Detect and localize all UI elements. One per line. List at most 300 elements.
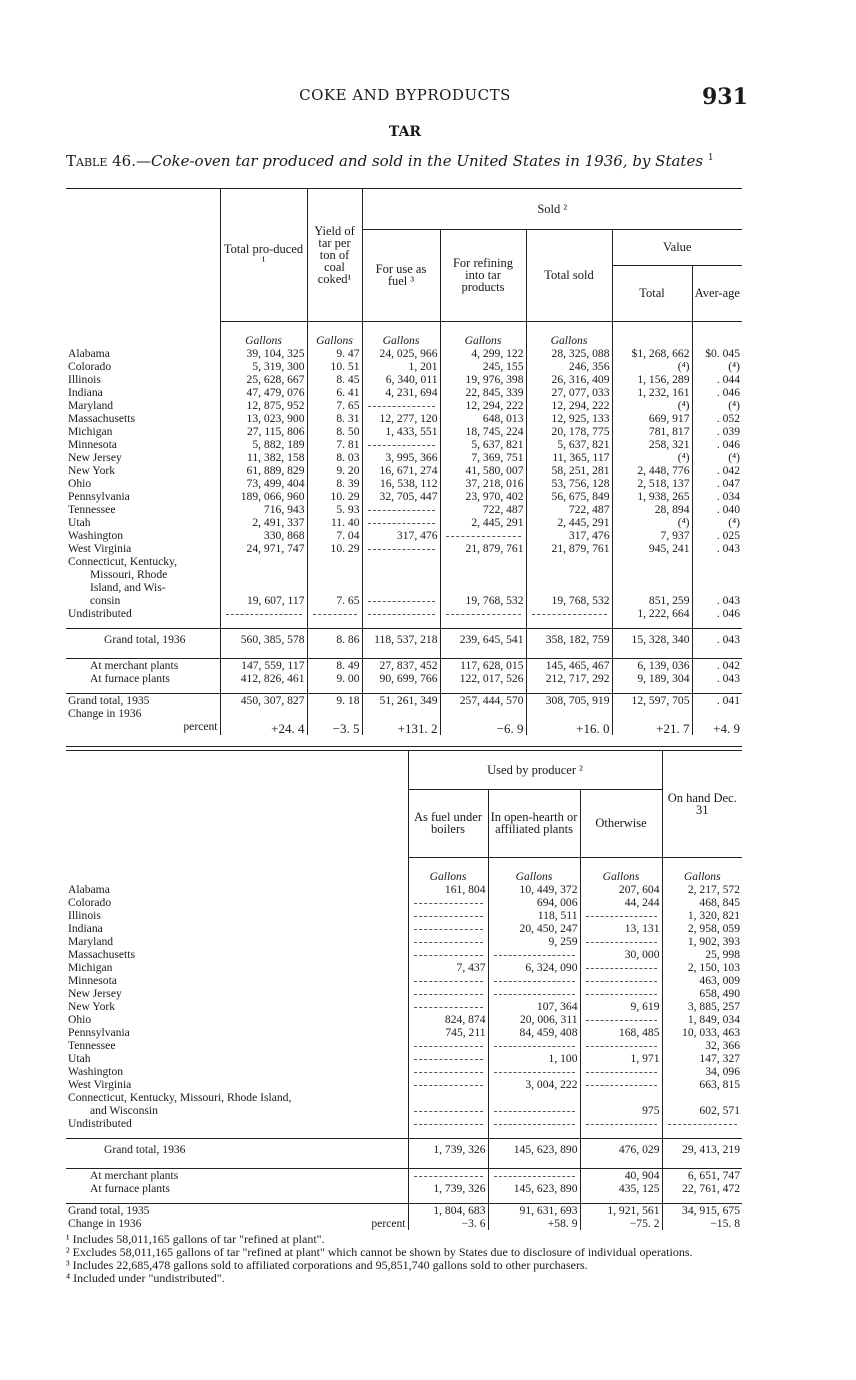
data-cell — [580, 1065, 662, 1078]
data-cell: 5, 637, 821 — [440, 438, 526, 451]
data-cell: 21, 879, 761 — [526, 542, 612, 555]
state-row — [66, 922, 742, 935]
col-group-value: Value — [612, 229, 742, 265]
unit-label: Gallons — [580, 857, 662, 883]
data-cell: +131. 2 — [362, 720, 440, 735]
row-label: Grand total, 1936 — [66, 1138, 408, 1160]
data-cell: 90, 699, 766 — [362, 672, 440, 685]
empty-cell-leader — [414, 1065, 483, 1073]
data-cell: 122, 017, 526 — [440, 672, 526, 685]
state-row — [66, 516, 742, 529]
state-row — [66, 1000, 742, 1013]
table-tar-used-on-hand — [66, 751, 742, 1230]
table-tar-produced-sold — [66, 189, 742, 735]
row-label: Massachusetts — [68, 947, 135, 961]
data-cell: 1, 938, 265 — [612, 490, 692, 503]
data-cell: 147, 327 — [662, 1052, 742, 1065]
data-cell: 8. 50 — [307, 425, 362, 438]
empty-cell-leader — [368, 542, 435, 550]
empty-cell-leader — [586, 1065, 657, 1073]
data-cell — [488, 1104, 580, 1117]
data-cell: 51, 261, 349 — [362, 693, 440, 707]
data-cell: 56, 675, 849 — [526, 490, 612, 503]
col-on-hand: On hand Dec. 31 — [662, 751, 742, 857]
empty-cell-leader — [494, 1065, 575, 1073]
data-cell: . 040 — [692, 503, 742, 516]
row-label: Ohio — [68, 476, 92, 490]
data-cell: 1, 921, 561 — [580, 1203, 662, 1217]
empty-cell-leader — [414, 1000, 483, 1008]
data-cell: . 043 — [692, 542, 742, 555]
data-cell: 25, 628, 667 — [220, 373, 307, 386]
row-label: Pennsylvania — [68, 1025, 130, 1039]
empty-cell-leader — [586, 935, 657, 943]
data-cell: 1, 739, 326 — [408, 1138, 488, 1160]
data-cell: 3, 885, 257 — [662, 1000, 742, 1013]
data-cell: 12, 597, 705 — [612, 693, 692, 707]
empty-cell-leader — [368, 516, 435, 524]
unit-label: Gallons — [440, 321, 526, 347]
col-value-average: Aver-age — [692, 265, 742, 321]
data-cell: 669, 917 — [612, 412, 692, 425]
empty-cell-leader — [586, 909, 657, 917]
merchant-row — [66, 658, 742, 672]
data-cell: 34, 915, 675 — [662, 1203, 742, 1217]
caption-note-ref: 1 — [707, 153, 714, 163]
empty-cell-leader — [494, 1104, 575, 1112]
change-unit: percent — [371, 1216, 406, 1230]
data-cell: 10. 51 — [307, 360, 362, 373]
grand_total_1935-row — [66, 1203, 742, 1217]
row-label: New Jersey — [68, 450, 122, 464]
data-cell — [580, 935, 662, 948]
data-cell: −15. 8 — [662, 1217, 742, 1230]
row-label: percent — [183, 719, 218, 733]
data-cell: +4. 9 — [692, 720, 742, 735]
row-label: Grand total, 1935 — [66, 693, 220, 707]
row-label: Indiana — [68, 385, 103, 399]
row-label: At furnace plants — [90, 671, 170, 685]
row-label: West Virginia — [68, 1077, 132, 1091]
col-total-produced: Total pro-duced ¹ — [220, 189, 307, 321]
data-cell: 10, 449, 372 — [488, 883, 580, 896]
data-cell: 975 — [580, 1104, 662, 1117]
data-cell: 3, 995, 366 — [362, 451, 440, 464]
data-cell: 257, 444, 570 — [440, 693, 526, 707]
col-value-total: Total — [612, 265, 692, 321]
data-cell: 1, 902, 393 — [662, 935, 742, 948]
data-cell: . 042 — [692, 658, 742, 672]
state-row — [66, 464, 742, 477]
data-cell: 1, 433, 551 — [362, 425, 440, 438]
data-cell — [408, 1104, 488, 1117]
state-row — [66, 948, 742, 961]
data-cell: 12, 294, 222 — [440, 399, 526, 412]
data-cell: 13, 131 — [580, 922, 662, 935]
empty-cell-leader — [446, 529, 521, 537]
data-cell: . 043 — [692, 594, 742, 607]
data-cell: 1, 222, 664 — [612, 607, 692, 620]
data-cell: 32, 366 — [662, 1039, 742, 1052]
row-label: Grand total, 1935 — [66, 1203, 408, 1217]
data-cell: 84, 459, 408 — [488, 1026, 580, 1039]
unit-label: Gallons — [662, 857, 742, 883]
grand_total_1935-row — [66, 693, 742, 707]
state-row — [66, 883, 742, 896]
data-cell: 468, 845 — [662, 896, 742, 909]
data-cell: (⁴) — [692, 516, 742, 529]
row-label: Washington — [68, 1064, 124, 1078]
data-cell: 9. 20 — [307, 464, 362, 477]
data-cell: 118, 511 — [488, 909, 580, 922]
col-open-hearth: In open-hearth or affiliated plants — [488, 789, 580, 857]
empty-cell-leader — [414, 935, 483, 943]
empty-cell-leader — [586, 987, 657, 995]
data-cell: (⁴) — [612, 399, 692, 412]
data-cell: 1, 320, 821 — [662, 909, 742, 922]
data-cell: 8. 49 — [307, 658, 362, 672]
row-label: At merchant plants — [66, 1168, 408, 1182]
footnote-1: ¹ Includes 58,011,165 gallons of tar "refined at plant". — [66, 1232, 325, 1246]
data-cell: . 046 — [692, 607, 742, 620]
empty-cell-leader — [586, 961, 657, 969]
data-cell: 12, 875, 952 — [220, 399, 307, 412]
spacer-row — [66, 620, 742, 629]
empty-cell-leader — [368, 607, 435, 615]
data-cell: 41, 580, 007 — [440, 464, 526, 477]
data-cell: 1, 739, 326 — [408, 1182, 488, 1195]
state-row — [66, 1052, 742, 1065]
data-cell: 27, 115, 806 — [220, 425, 307, 438]
data-cell: 4, 231, 694 — [362, 386, 440, 399]
data-cell: 7, 437 — [408, 961, 488, 974]
data-cell: 1, 849, 034 — [662, 1013, 742, 1026]
data-cell: 7. 65 — [307, 594, 362, 607]
furnace-row — [66, 672, 742, 685]
data-cell — [408, 974, 488, 987]
other-states-row — [66, 581, 742, 594]
row-label: At merchant plants — [66, 658, 220, 672]
row-label: New Jersey — [68, 986, 122, 1000]
state-row — [66, 542, 742, 555]
data-cell — [408, 987, 488, 1000]
data-cell: 450, 307, 827 — [220, 693, 307, 707]
data-cell: −6. 9 — [440, 720, 526, 735]
state-row — [66, 490, 742, 503]
data-cell: 239, 645, 541 — [440, 628, 526, 650]
table-title: Coke-oven tar produced and sold in the United States in 1936, by States — [151, 152, 704, 170]
data-cell: 8. 03 — [307, 451, 362, 464]
change-row — [66, 720, 742, 735]
data-cell — [488, 1039, 580, 1052]
state-row — [66, 909, 742, 922]
data-cell: 5, 882, 189 — [220, 438, 307, 451]
footnote-4: ⁴ Included under "undistributed". — [66, 1271, 225, 1285]
spacer-row — [66, 1160, 742, 1169]
data-cell: . 039 — [692, 425, 742, 438]
data-cell — [408, 896, 488, 909]
state-row — [66, 935, 742, 948]
spacer-row — [66, 1130, 742, 1139]
col-yield: Yield of tar per ton of coal coked¹ — [307, 189, 362, 321]
data-cell: 824, 874 — [408, 1013, 488, 1026]
data-cell: 435, 125 — [580, 1182, 662, 1195]
col-otherwise: Otherwise — [580, 789, 662, 857]
data-cell: 28, 894 — [612, 503, 692, 516]
data-cell — [580, 961, 662, 974]
data-cell: 4, 299, 122 — [440, 347, 526, 360]
data-cell — [362, 438, 440, 451]
data-cell: 2, 217, 572 — [662, 883, 742, 896]
state-row — [66, 896, 742, 909]
other-states-row — [66, 555, 742, 568]
data-cell: 37, 218, 016 — [440, 477, 526, 490]
empty-cell-leader — [586, 1078, 657, 1086]
data-cell: 20, 006, 311 — [488, 1013, 580, 1026]
data-cell: 34, 096 — [662, 1065, 742, 1078]
data-cell: 8. 39 — [307, 477, 362, 490]
empty-cell-leader — [494, 1169, 575, 1177]
other-states-row — [66, 1104, 742, 1117]
empty-cell-leader — [586, 1117, 657, 1125]
data-cell: 1, 971 — [580, 1052, 662, 1065]
data-cell: 2, 491, 337 — [220, 516, 307, 529]
row-label: Maryland — [68, 934, 114, 948]
empty-cell-leader — [414, 1104, 483, 1112]
merchant-row — [66, 1168, 742, 1182]
row-label: Indiana — [68, 921, 103, 935]
data-cell: 16, 538, 112 — [362, 477, 440, 490]
data-cell: 10. 29 — [307, 490, 362, 503]
running-title: COKE AND BYPRODUCTS — [299, 86, 511, 104]
data-cell: 330, 868 — [220, 529, 307, 542]
data-cell: 24, 025, 966 — [362, 347, 440, 360]
data-cell — [580, 909, 662, 922]
data-cell: 11. 40 — [307, 516, 362, 529]
data-cell — [580, 1078, 662, 1091]
empty-cell-leader — [368, 594, 435, 602]
data-cell: 2, 958, 059 — [662, 922, 742, 935]
data-cell: 61, 889, 829 — [220, 464, 307, 477]
unit-label: Gallons — [526, 321, 612, 347]
data-cell: 11, 382, 158 — [220, 451, 307, 464]
state-row — [66, 386, 742, 399]
empty-cell-leader — [586, 974, 657, 982]
data-cell: (⁴) — [612, 360, 692, 373]
empty-cell-leader — [414, 1039, 483, 1047]
data-cell: 212, 717, 292 — [526, 672, 612, 685]
unit-label: Gallons — [408, 857, 488, 883]
data-cell: 11, 365, 117 — [526, 451, 612, 464]
data-cell: 20, 178, 775 — [526, 425, 612, 438]
spacer-row — [66, 650, 742, 659]
data-cell: . 046 — [692, 386, 742, 399]
data-cell: 145, 623, 890 — [488, 1182, 580, 1195]
table-caption: Table 46.—Coke-oven tar produced and sold in the United States in 1936, by States $^1$ — [66, 152, 714, 170]
data-cell — [488, 987, 580, 1000]
change-label: Change in 1936 — [68, 1216, 142, 1230]
state-row — [66, 1078, 742, 1091]
data-cell: 27, 077, 033 — [526, 386, 612, 399]
data-cell: 722, 487 — [440, 503, 526, 516]
data-cell: 2, 445, 291 — [526, 516, 612, 529]
other-states-row — [66, 594, 742, 607]
data-cell: 602, 571 — [662, 1104, 742, 1117]
state-row — [66, 399, 742, 412]
state-row — [66, 974, 742, 987]
data-cell: 189, 066, 960 — [220, 490, 307, 503]
data-cell — [362, 542, 440, 555]
data-cell: 19, 768, 532 — [526, 594, 612, 607]
data-cell: 18, 745, 224 — [440, 425, 526, 438]
data-cell — [580, 987, 662, 1000]
data-cell — [408, 909, 488, 922]
data-cell: 851, 259 — [612, 594, 692, 607]
state-row — [66, 961, 742, 974]
empty-cell-leader — [414, 1117, 483, 1125]
data-cell: 207, 604 — [580, 883, 662, 896]
data-cell: 21, 879, 761 — [440, 542, 526, 555]
row-label — [66, 1217, 408, 1230]
data-cell — [580, 1013, 662, 1026]
state-row — [66, 451, 742, 464]
state-row — [66, 438, 742, 451]
row-label: Ohio — [68, 1012, 92, 1026]
data-cell — [362, 399, 440, 412]
data-cell: 6, 324, 090 — [488, 961, 580, 974]
empty-cell-leader — [414, 909, 483, 917]
row-label: and Wisconsin — [90, 1103, 158, 1117]
col-for-refining: For refining into tar products — [440, 229, 526, 321]
state-row — [66, 347, 742, 360]
other-states-row — [66, 568, 742, 581]
empty-cell-leader — [414, 1052, 483, 1060]
data-cell: 117, 628, 015 — [440, 658, 526, 672]
data-cell: 1, 804, 683 — [408, 1203, 488, 1217]
data-cell — [408, 1078, 488, 1091]
data-cell: 9, 619 — [580, 1000, 662, 1013]
data-cell: 24, 971, 747 — [220, 542, 307, 555]
row-label: New York — [68, 999, 116, 1013]
data-cell: +58. 9 — [488, 1217, 580, 1230]
data-cell: 6. 41 — [307, 386, 362, 399]
data-cell: 12, 277, 120 — [362, 412, 440, 425]
data-cell: 258, 321 — [612, 438, 692, 451]
data-cell — [362, 516, 440, 529]
data-cell: 13, 023, 900 — [220, 412, 307, 425]
row-label: Illinois — [68, 908, 101, 922]
data-cell: 9. 00 — [307, 672, 362, 685]
data-cell — [488, 974, 580, 987]
row-label: Utah — [68, 515, 91, 529]
data-cell: 12, 294, 222 — [526, 399, 612, 412]
col-group-used-by-producer: Used by producer ² — [408, 751, 662, 789]
data-cell: . 042 — [692, 464, 742, 477]
data-cell — [526, 607, 612, 620]
data-cell: 658, 490 — [662, 987, 742, 1000]
data-cell: 19, 607, 117 — [220, 594, 307, 607]
data-cell: 147, 559, 117 — [220, 658, 307, 672]
unit-label: Gallons — [488, 857, 580, 883]
data-cell — [440, 607, 526, 620]
state-row — [66, 503, 742, 516]
state-row — [66, 1039, 742, 1052]
data-cell — [580, 1117, 662, 1130]
spacer-row — [66, 685, 742, 694]
data-cell: 463, 009 — [662, 974, 742, 987]
data-cell: +21. 7 — [612, 720, 692, 735]
data-cell: 6, 139, 036 — [612, 658, 692, 672]
data-cell: 91, 631, 693 — [488, 1203, 580, 1217]
data-cell: 15, 328, 340 — [612, 628, 692, 650]
data-cell: 2, 448, 776 — [612, 464, 692, 477]
col-total-sold: Total sold — [526, 229, 612, 321]
state-row — [66, 529, 742, 542]
data-cell: . 047 — [692, 477, 742, 490]
data-cell — [408, 1000, 488, 1013]
empty-cell-leader — [494, 948, 575, 956]
data-cell: +24. 4 — [220, 720, 307, 735]
data-cell: 8. 31 — [307, 412, 362, 425]
grand_total_1936-row — [66, 1138, 742, 1160]
row-label: Colorado — [68, 359, 112, 373]
row-label: Connecticut, Kentucky, — [68, 554, 178, 568]
data-cell: (⁴) — [692, 399, 742, 412]
data-cell — [307, 607, 362, 620]
data-cell: 9. 18 — [307, 693, 362, 707]
change-label-row — [66, 707, 742, 720]
page-number: 931 — [702, 84, 748, 110]
empty-cell-leader — [414, 896, 483, 904]
data-cell: 6, 651, 747 — [662, 1168, 742, 1182]
state-row — [66, 1065, 742, 1078]
data-cell — [408, 922, 488, 935]
data-cell: 694, 006 — [488, 896, 580, 909]
data-cell — [408, 1065, 488, 1078]
row-label: Island, and Wis- — [90, 580, 166, 594]
other-states-row — [66, 1091, 742, 1104]
footnotes — [66, 1233, 746, 1285]
data-cell — [488, 1168, 580, 1182]
data-cell: −3. 5 — [307, 720, 362, 735]
empty-cell-leader — [226, 607, 302, 615]
data-cell — [662, 1117, 742, 1130]
state-row — [66, 425, 742, 438]
data-cell: 1, 156, 289 — [612, 373, 692, 386]
data-cell — [408, 1168, 488, 1182]
data-cell: 2, 445, 291 — [440, 516, 526, 529]
data-cell: 32, 705, 447 — [362, 490, 440, 503]
empty-cell-leader — [532, 607, 607, 615]
state-row — [66, 412, 742, 425]
empty-cell-leader — [368, 438, 435, 446]
data-cell: 663, 815 — [662, 1078, 742, 1091]
data-cell: 28, 325, 088 — [526, 347, 612, 360]
data-cell: 168, 485 — [580, 1026, 662, 1039]
data-cell: 6, 340, 011 — [362, 373, 440, 386]
data-cell: 245, 155 — [440, 360, 526, 373]
unit-label: Gallons — [362, 321, 440, 347]
empty-cell-leader — [446, 607, 521, 615]
data-cell: 308, 705, 919 — [526, 693, 612, 707]
empty-cell-leader — [414, 987, 483, 995]
data-cell — [488, 948, 580, 961]
data-cell: 648, 013 — [440, 412, 526, 425]
empty-cell-leader — [414, 1078, 483, 1086]
data-cell: 945, 241 — [612, 542, 692, 555]
data-cell: (⁴) — [692, 360, 742, 373]
data-cell: 7. 04 — [307, 529, 362, 542]
